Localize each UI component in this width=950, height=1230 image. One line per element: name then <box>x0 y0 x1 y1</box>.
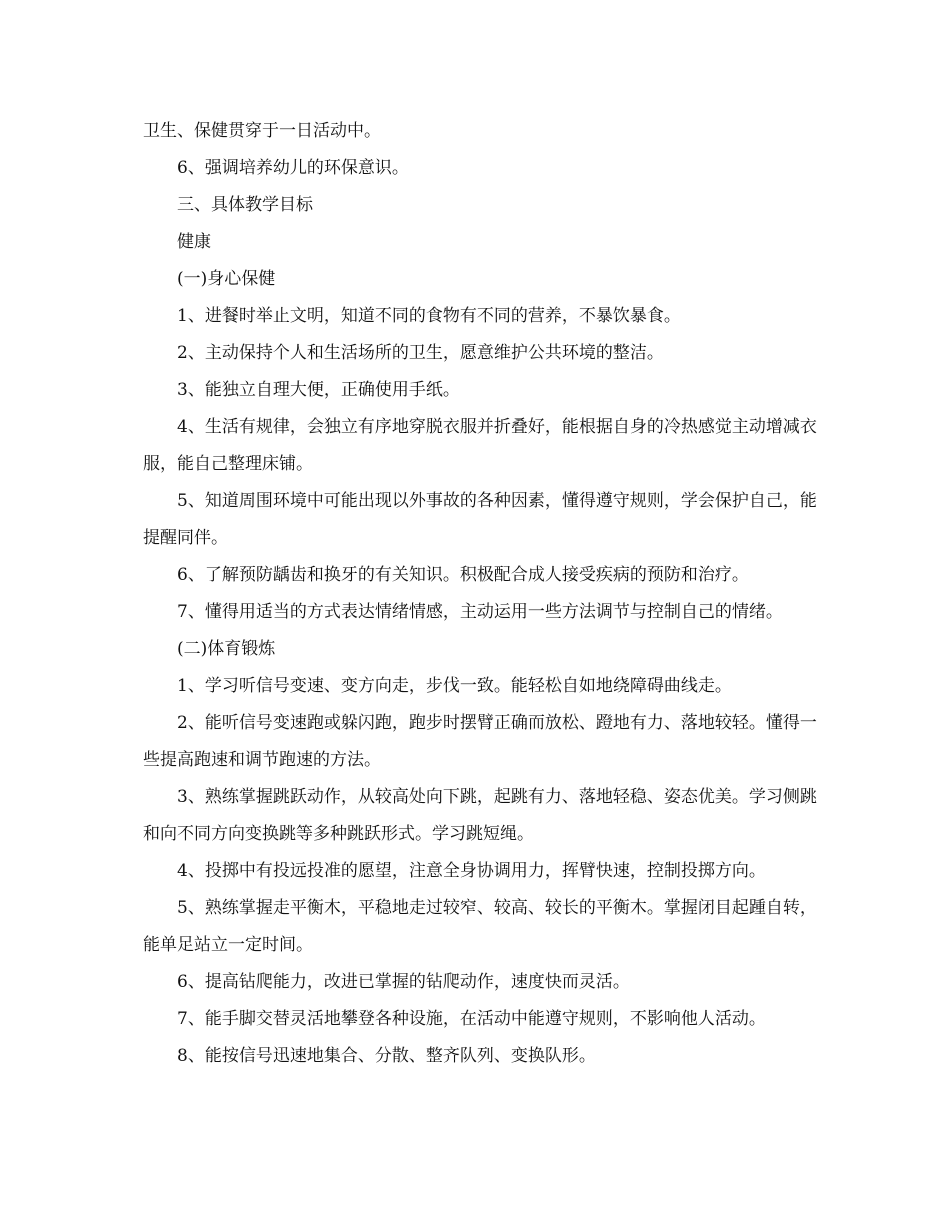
list-item: 3、熟练掌握跳跃动作，从较高处向下跳，起跳有力、落地轻稳、姿态优美。学习侧跳和向不同方向变换跳等多种跳跃形式。学习跳短绳。 <box>143 787 817 844</box>
list-item: 2、主动保持个人和生活场所的卫生，愿意维护公共环境的整洁。 <box>177 343 664 363</box>
list-item: 7、懂得用适当的方式表达情绪情感，主动运用一些方法调节与控制自己的情绪。 <box>177 602 783 622</box>
list-item: 4、投掷中有投远投准的愿望，注意全身协调用力，挥臂快速，控制投掷方向。 <box>177 861 766 881</box>
list-item: 6、提高钻爬能力，改进已掌握的钻爬动作，速度快而灵活。 <box>177 972 630 992</box>
list-item: 4、生活有规律，会独立有序地穿脱衣服并折叠好，能根据自身的冷热感觉主动增减衣服，能自己整理床铺。 <box>143 417 817 474</box>
list-item: 2、能听信号变速跑或躲闪跑，跑步时摆臂正确而放松、蹬地有力、落地较轻。懂得一些提高跑速和调节跑速的方法。 <box>143 713 817 770</box>
subsection-heading: (一)身心保健 <box>177 269 276 289</box>
subsection-heading: (二)体育锻炼 <box>177 639 276 659</box>
list-item: 7、能手脚交替灵活地攀登各种设施，在活动中能遵守规则，不影响他人活动。 <box>177 1009 766 1029</box>
list-item: 6、了解预防龋齿和换牙的有关知识。积极配合成人接受疾病的预防和治疗。 <box>177 565 749 585</box>
list-item: 8、能按信号迅速地集合、分散、整齐队列、变换队形。 <box>177 1046 596 1066</box>
list-item: 3、能独立自理大便，正确使用手纸。 <box>177 380 460 400</box>
subject-heading: 健康 <box>177 232 211 252</box>
paragraph: 卫生、保健贯穿于一日活动中。 <box>143 121 381 141</box>
list-item: 1、进餐时举止文明，知道不同的食物有不同的营养，不暴饮暴食。 <box>177 306 681 326</box>
document-body <box>143 113 823 1075</box>
list-item: 5、知道周围环境中可能出现以外事故的各种因素，懂得遵守规则，学会保护自己，能提醒同伴。 <box>143 491 817 548</box>
list-item: 1、学习听信号变速、变方向走，步伐一致。能轻松自如地绕障碍曲线走。 <box>177 676 732 696</box>
paragraph: 6、强调培养幼儿的环保意识。 <box>177 158 409 178</box>
list-item: 5、熟练掌握走平衡木，平稳地走过较窄、较高、较长的平衡木。掌握闭目起踵自转，能单足站立一定时间。 <box>143 898 817 955</box>
section-heading: 三、具体教学目标 <box>177 195 313 215</box>
